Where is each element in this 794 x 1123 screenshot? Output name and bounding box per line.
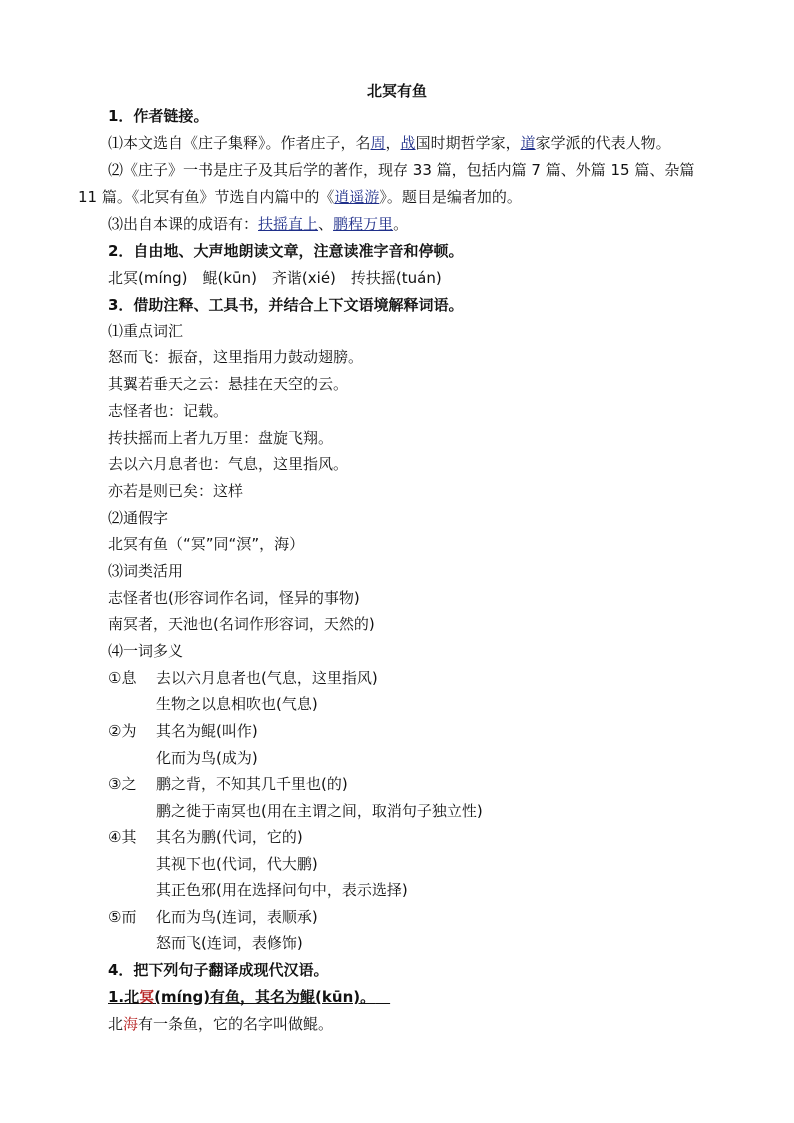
link-xiaoyaoyou[interactable]: 逍遥游 <box>334 188 380 206</box>
subheading-huoyong: ⑶词类活用 <box>108 562 184 580</box>
subheading-duoyi: ⑷一词多义 <box>108 642 184 660</box>
vocab-item: 抟扶摇而上者九万里：盘旋飞翔。 <box>108 429 334 447</box>
vocab-item: 志怪者也：记载。 <box>108 402 229 420</box>
text-run: 1.北 <box>108 988 140 1006</box>
text-run: 国时期哲学家， <box>415 134 521 152</box>
translation-answer <box>108 1011 333 1037</box>
duoyi-line: 其视下也(代词，代大鹏) <box>156 855 318 873</box>
duoyi-line: 去以六月息者也(气息，这里指风) <box>156 669 378 687</box>
duoyi-label: ①息 <box>108 669 137 687</box>
duoyi-line: 其正色邪(用在选择问句中，表示选择) <box>156 881 408 899</box>
text-run: 有一条鱼，它的名字叫做鲲。 <box>138 1015 334 1033</box>
duoyi-line: 鹏之徙于南冥也(用在主谓之间，取消句子独立性) <box>156 802 483 820</box>
link-idiom-1[interactable]: 扶摇直上 <box>258 215 319 233</box>
author-paragraph-2: ⑵《庄子》一书是庄子及其后学的著作，现存 33 篇，包括内篇 7 篇、外篇 15 篇、杂篇 <box>108 161 695 179</box>
duoyi-label: ③之 <box>108 775 137 793</box>
highlight-char: 海 <box>123 1015 139 1033</box>
subheading-vocab: ⑴重点词汇 <box>108 322 184 340</box>
text-run: 11 篇。《北冥有鱼》节选自内篇中的《 <box>78 188 335 206</box>
section-2-heading: 2．自由地、大声地朗读文章，注意读准字音和停顿。 <box>108 242 464 260</box>
link-dao[interactable]: 道 <box>520 134 536 152</box>
vocab-item: 去以六月息者也：气息，这里指风。 <box>108 455 349 473</box>
link-zhan[interactable]: 战 <box>400 134 416 152</box>
duoyi-line: 生物之以息相吹也(气息) <box>156 695 318 713</box>
text-run: ， <box>385 134 401 152</box>
text-run: ⑴本文选自《庄子集释》。作者庄子，名 <box>108 134 371 152</box>
huoyong-item: 南冥者，天池也(名词作形容词，天然的) <box>108 615 375 633</box>
text-run: 家学派的代表人物。 <box>535 134 671 152</box>
duoyi-line: 其名为鹏(代词，它的) <box>156 828 303 846</box>
vocab-item: 怒而飞：振奋，这里指用力鼓动翅膀。 <box>108 348 364 366</box>
text-run: 。 <box>393 215 409 233</box>
duoyi-label: ②为 <box>108 722 137 740</box>
duoyi-label: ⑤而 <box>108 908 137 926</box>
link-zhou[interactable]: 周 <box>370 134 386 152</box>
subheading-tongjia: ⑵通假字 <box>108 509 169 527</box>
duoyi-line: 怒而飞(连词，表修饰) <box>156 934 303 952</box>
duoyi-line: 其名为鲲(叫作) <box>156 722 258 740</box>
tongjia-item: 北冥有鱼（“冥”同“溟”，海） <box>108 535 305 553</box>
section-1-heading: 1．作者链接。 <box>108 107 209 125</box>
duoyi-line: 化而为鸟(成为) <box>156 749 258 767</box>
text-run: 北 <box>108 1015 124 1033</box>
highlight-char: 冥 <box>139 988 155 1006</box>
author-paragraph-2-cont <box>78 184 522 210</box>
duoyi-line: 化而为鸟(连词，表顺承) <box>156 908 318 926</box>
link-idiom-2[interactable]: 鹏程万里 <box>333 215 394 233</box>
text-run: 、 <box>318 215 334 233</box>
pinyin-line: 北冥(míng) 鲲(kūn) 齐谐(xié) 抟扶摇(tuán) <box>108 269 442 287</box>
section-4-heading: 4．把下列句子翻译成现代汉语。 <box>108 961 329 979</box>
text-run: 》。题目是编者加的。 <box>379 188 522 206</box>
author-paragraph-1 <box>108 130 671 156</box>
duoyi-label: ④其 <box>108 828 137 846</box>
vocab-item: 其翼若垂天之云：悬挂在天空的云。 <box>108 375 349 393</box>
vocab-item: 亦若是则已矣：这样 <box>108 482 244 500</box>
text-run: (míng)有鱼，其名为鲲(kūn)。 <box>154 988 376 1006</box>
text-run: ⑶出自本课的成语有： <box>108 215 259 233</box>
page-title: 北冥有鱼 <box>366 82 427 100</box>
huoyong-item: 志怪者也(形容词作名词，怪异的事物) <box>108 589 360 607</box>
author-paragraph-3 <box>108 211 408 237</box>
section-3-heading: 3．借助注释、工具书，并结合上下文语境解释词语。 <box>108 296 464 314</box>
duoyi-line: 鹏之背，不知其几千里也(的) <box>156 775 348 793</box>
translation-sentence <box>108 984 390 1010</box>
